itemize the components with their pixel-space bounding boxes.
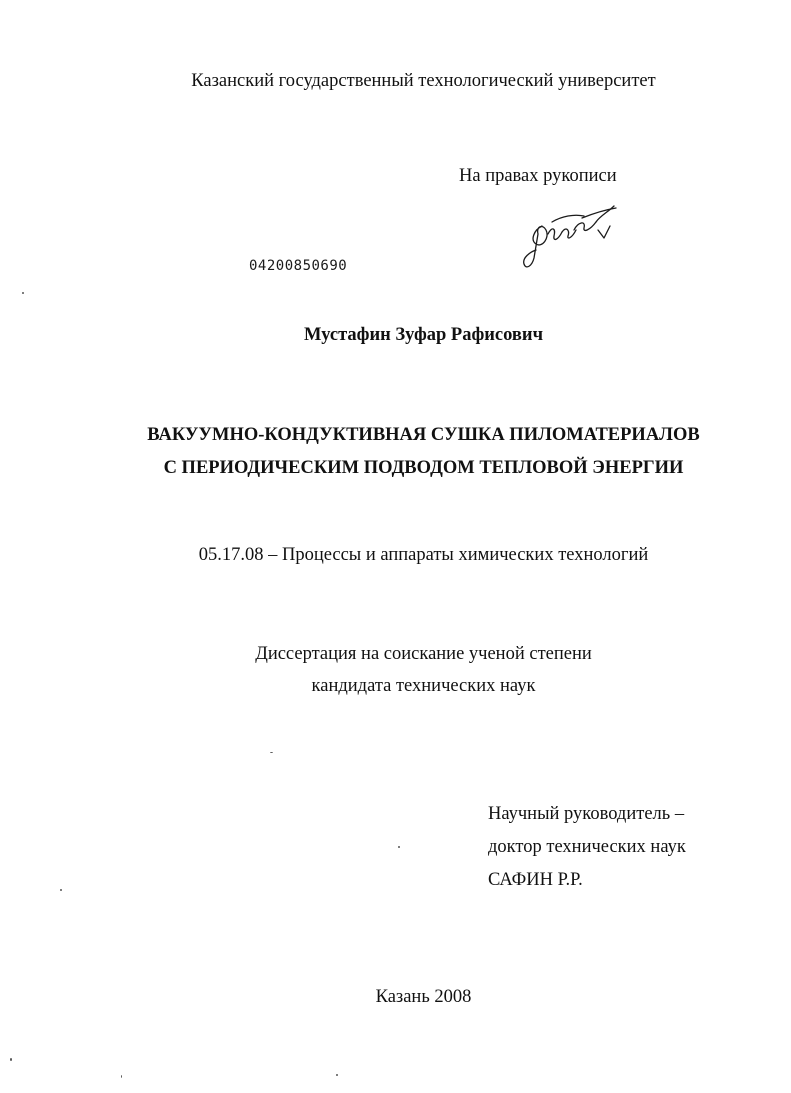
archive-number: 04200850690 <box>249 258 348 274</box>
scan-speck <box>60 889 62 891</box>
supervisor-name: САФИН Р.Р. <box>488 870 583 890</box>
scan-speck <box>22 292 24 294</box>
university-name: Казанский государственный технологический университет <box>191 71 656 91</box>
scan-speck <box>336 1074 338 1076</box>
scan-speck <box>121 1075 122 1078</box>
handwritten-signature-icon <box>512 200 622 272</box>
title-line-1: ВАКУУМНО-КОНДУКТИВНАЯ СУШКА ПИЛОМАТЕРИАЛОВ <box>147 425 700 445</box>
degree-line-2: кандидата технических наук <box>311 676 536 696</box>
scan-speck <box>10 1058 12 1061</box>
degree-statement <box>0 638 791 702</box>
specialty-code: 05.17.08 – Процессы и аппараты химических технологий <box>198 545 649 565</box>
scan-speck <box>398 846 400 848</box>
degree-line-1: Диссертация на соискание ученой степени <box>255 644 592 664</box>
supervisor-block <box>488 798 686 897</box>
city-year: Казань 2008 <box>375 987 472 1007</box>
manuscript-rights-note: На правах рукописи <box>459 166 617 186</box>
title-line-2: С ПЕРИОДИЧЕСКИМ ПОДВОДОМ ТЕПЛОВОЙ ЭНЕРГИИ <box>163 458 684 478</box>
supervisor-title: доктор технических наук <box>488 837 686 857</box>
supervisor-role: Научный руководитель – <box>488 804 685 824</box>
author-name: Мустафин Зуфар Рафисович <box>303 325 544 345</box>
scan-speck <box>270 752 273 753</box>
dissertation-title <box>0 419 791 485</box>
